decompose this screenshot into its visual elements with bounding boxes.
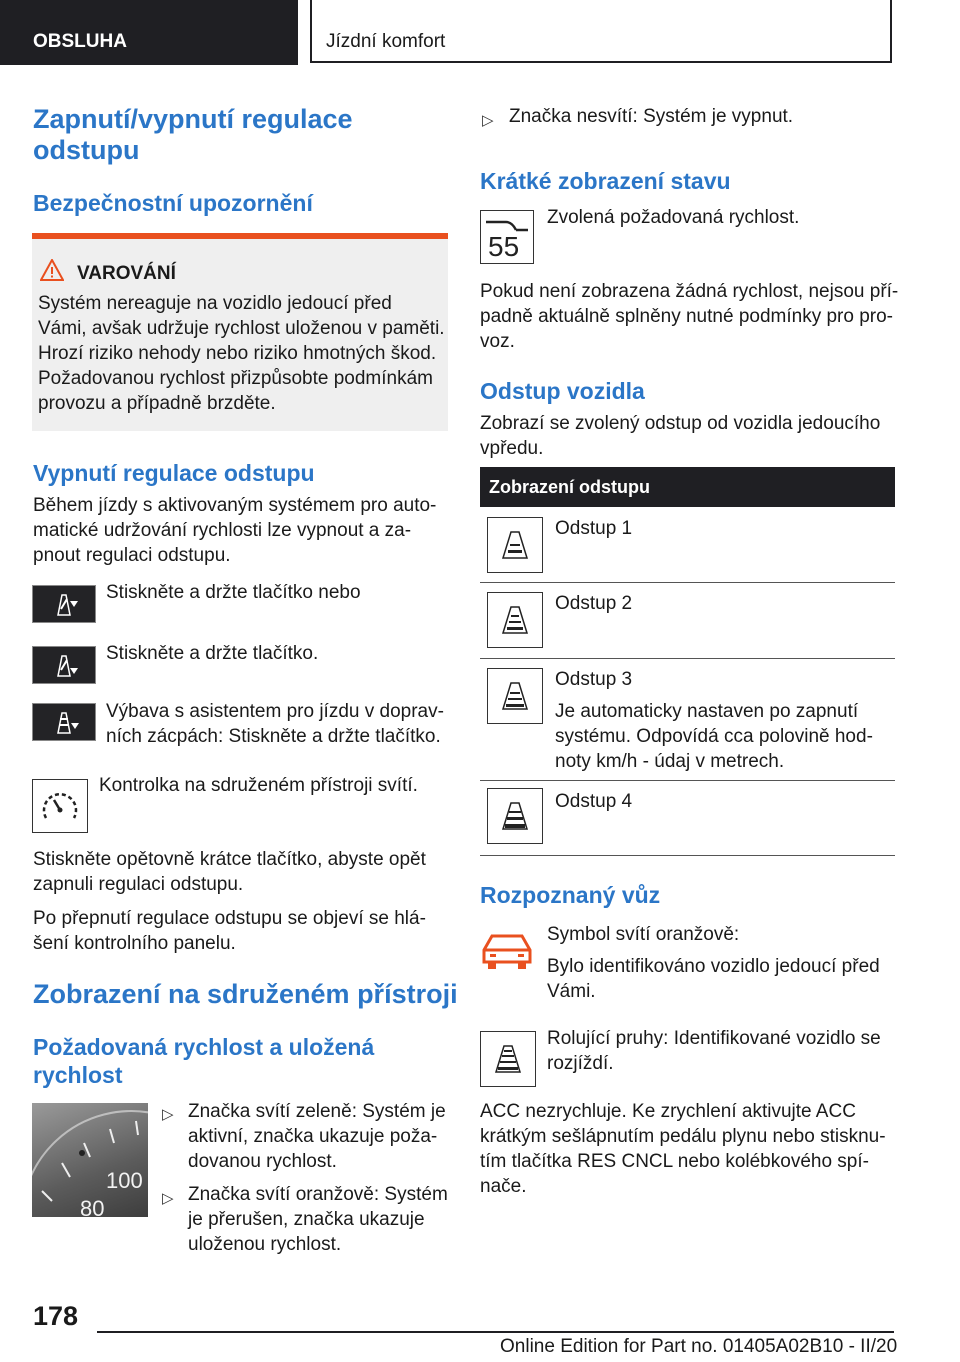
section-title: OBSLUHA <box>33 31 127 52</box>
btn1-text: Stiskněte a držte tlačítko nebo <box>106 582 361 603</box>
row-label: Odstup 4 <box>555 791 633 812</box>
btn3-line: Výbava s asistentem pro jízdu v doprav- <box>106 701 444 722</box>
table-header-label: Zobrazení odstupu <box>489 477 650 497</box>
page-number: 178 <box>33 1301 79 1331</box>
traffic-jam-button-icon <box>32 703 96 741</box>
short-para-line: Pokud není zobrazena žádná rychlost, nejsou pří- <box>480 281 899 302</box>
para2-line: šení kontrolního panelu. <box>33 933 236 954</box>
speedometer-image <box>32 1103 148 1217</box>
page-title: Zapnutí/vypnutí regulace odstupu <box>33 104 353 165</box>
warning-line: Požadovanou rychlost přizpůsobte podmínkám <box>38 368 434 389</box>
chapter-title: Jízdní komfort <box>326 31 446 52</box>
speedometer-lamp-icon <box>32 779 88 833</box>
bullet-line: uloženou rychlost. <box>188 1234 342 1255</box>
chapter-tab <box>310 0 892 63</box>
row-note-line: noty km/h - údaj v metrech. <box>555 751 785 772</box>
roll-text-line: Rolující pruhy: Identifikované vozidlo se <box>547 1028 881 1049</box>
set-speed-icon <box>480 210 534 264</box>
bullet-line: Značka svítí oranžově: Systém <box>188 1184 448 1205</box>
set-speed-value: 55 <box>488 231 520 262</box>
bullet-line: je přerušen, značka ukazuje <box>188 1209 425 1230</box>
car-text-line: Vámi. <box>547 981 596 1002</box>
warning-line: Vámi, avšak udržuje rychlost uloženou v paměti. <box>38 318 445 339</box>
bullet-line: dovanou rychlost. <box>188 1151 337 1172</box>
car-text: Symbol svítí oranžově: <box>547 924 740 945</box>
bullet-icon: ▷ <box>162 1106 174 1123</box>
speed-heading: Požadovaná rychlost a uložená rychlost <box>33 1034 375 1088</box>
edition-text: Online Edition for Part no. 01405A02B10 - II/20 <box>500 1336 898 1357</box>
lamp-text: Kontrolka na sdruženém přístroji svítí. <box>99 775 418 796</box>
bullet-off-text: Značka nesvítí: Systém je vypnut. <box>509 106 794 127</box>
warning-triangle-icon <box>40 259 64 281</box>
section-tab <box>0 0 298 65</box>
off-line: pnout regulaci odstupu. <box>33 545 231 566</box>
gap-para-line: vpředu. <box>480 438 544 459</box>
off-heading: Vypnutí regulace odstupu <box>33 460 315 486</box>
btn3-line: ních zácpách: Stiskněte a držte tlačítko. <box>106 726 441 747</box>
gap-para-line: Zobrazí se zvolený odstup od vozidla jedoucího <box>480 413 881 434</box>
distance-table-header <box>480 467 895 507</box>
short-text: Zvolená požadovaná rychlost. <box>547 207 800 228</box>
table-row <box>480 507 895 583</box>
warning-line: provozu a případně brzděte. <box>38 393 276 414</box>
row-label: Odstup 1 <box>555 518 633 539</box>
distance-4-icon <box>487 788 543 844</box>
speedo-label: 100 <box>106 1168 143 1193</box>
detected-car-icon <box>480 928 534 972</box>
bullet-icon: ▷ <box>482 112 494 129</box>
warning-line: Systém nereaguje na vozidlo jedoucí před <box>38 293 392 314</box>
warning-label: VAROVÁNÍ <box>77 263 176 284</box>
bullet-line: aktivní, značka ukazuje poža- <box>188 1126 438 1147</box>
table-row <box>480 659 895 781</box>
warning-box <box>32 233 448 431</box>
short-heading: Krátké zobrazení stavu <box>480 168 731 194</box>
acc-para-line: ACC nezrychluje. Ke zrychlení aktivujte ACC <box>480 1101 856 1122</box>
distance-3-icon <box>487 668 543 724</box>
short-para-line: voz. <box>480 331 515 352</box>
display-heading: Zobrazení na sdruženém přístroji <box>33 979 458 1009</box>
row-note-line: systému. Odpovídá cca polovině hod- <box>555 726 873 747</box>
row-label: Odstup 2 <box>555 593 633 614</box>
gap-heading: Odstup vozidla <box>480 378 645 404</box>
para1-line: zapnuli regulaci odstupu. <box>33 874 244 895</box>
bullet-icon: ▷ <box>162 1190 174 1207</box>
acc-para-line: tím tlačítka RES CNCL nebo kolébkového spí- <box>480 1151 869 1172</box>
distance-down-button-icon <box>32 646 96 684</box>
footer-rule <box>97 1331 894 1333</box>
distance-1-icon <box>487 517 543 573</box>
acc-para-line: krátkým sešlápnutím pedálu plynu nebo stisknu- <box>480 1126 886 1147</box>
btn2-text: Stiskněte a držte tlačítko. <box>106 643 319 664</box>
para1-line: Stiskněte opětovně krátce tlačítko, abyste opět <box>33 849 426 870</box>
table-row <box>480 583 895 659</box>
short-para-line: padně aktuálně splněny nutné podmínky pro pro- <box>480 306 893 327</box>
warning-line: Hrozí riziko nehody nebo riziko hmotných škod. <box>38 343 437 364</box>
roll-text-line: rozjíždí. <box>547 1053 614 1074</box>
speedo-label: 80 <box>80 1196 105 1217</box>
safety-heading: Bezpečnostní upozornění <box>33 190 313 216</box>
acc-para-line: nače. <box>480 1176 527 1197</box>
speed-heading-block <box>33 1033 413 1089</box>
page-title-block <box>33 104 433 166</box>
distance-button-icon <box>32 585 96 623</box>
table-row <box>480 781 895 856</box>
bullet-line: Značka svítí zeleně: Systém je <box>188 1101 446 1122</box>
para2-line: Po přepnutí regulace odstupu se objeví se hlá- <box>33 908 426 929</box>
car-text-line: Bylo identifikováno vozidlo jedoucí před <box>547 956 880 977</box>
row-label: Odstup 3 <box>555 669 633 690</box>
distance-2-icon <box>487 592 543 648</box>
off-line: matické udržování rychlosti lze vypnout a za- <box>33 520 412 541</box>
rolling-bars-icon <box>480 1031 536 1087</box>
off-line: Během jízdy s aktivovaným systémem pro auto- <box>33 495 437 516</box>
row-note-line: Je automaticky nastaven po zapnutí <box>555 701 859 722</box>
car-heading: Rozpoznaný vůz <box>480 882 661 908</box>
